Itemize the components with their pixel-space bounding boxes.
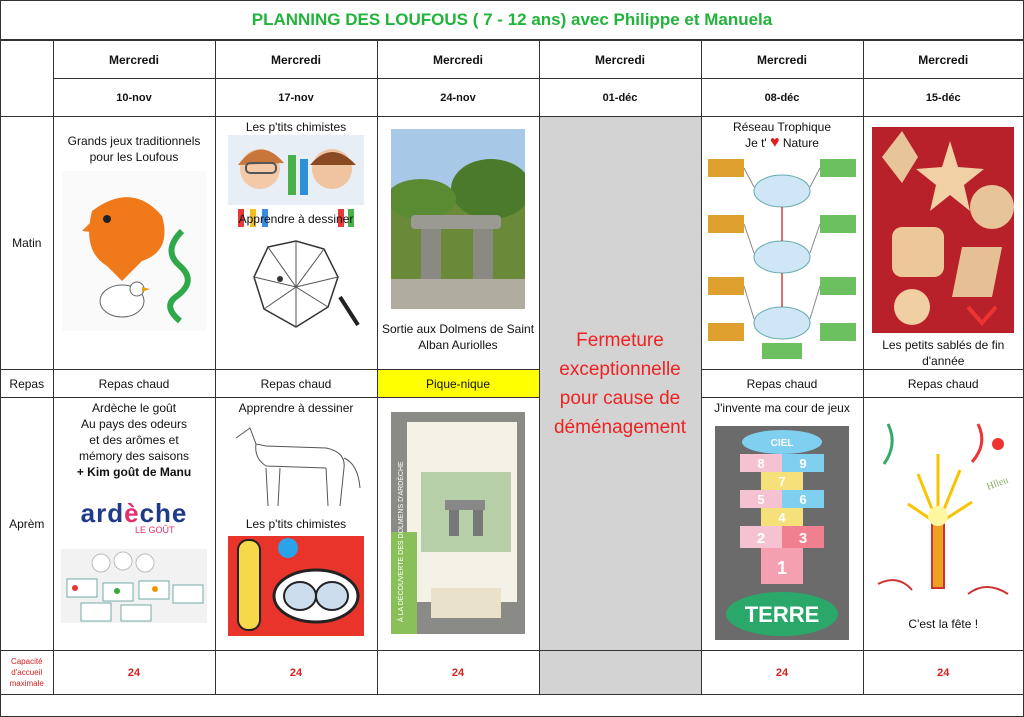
schedule-table [1,40,1023,695]
activity-text: Sortie aux Dolmens de Saint Alban Auriolles [381,322,535,352]
day-header: Mercredi [539,41,701,79]
activity-text-bold: + Kim goût de Manu [76,465,192,479]
heart-icon: ♥ [770,134,780,151]
matin-cell-10nov [53,117,215,370]
hop-label: 1 [776,558,788,578]
activity-text: Apprendre à dessiner [238,212,354,226]
memory-game-photo [61,549,207,623]
logo-part: ard [80,498,125,528]
food-web-diagram [708,157,856,361]
closed-notice: Fermeture exceptionnelle pour cause de déménagement [553,329,687,438]
repas-cell: Repas chaud [863,370,1023,398]
capacity-value: 24 [53,651,215,695]
activity-text: Les petits sablés de fin d'année [882,338,1005,368]
hop-label: TERRE [744,602,820,627]
repas-cell: Repas chaud [215,370,377,398]
svg-text:Hlleu: Hlleu [985,474,1011,493]
capacity-value: 24 [215,651,377,695]
matin-cell-24nov [377,117,539,370]
hop-label: 6 [799,492,807,507]
cookies-photo [872,127,1014,333]
activity-text: et des arômes et [89,433,179,447]
day-header: Mercredi [701,41,863,79]
activity-text: C'est la fête ! [908,617,979,631]
date-header: 24-nov [377,79,539,117]
logo-subtitle: LE GOÛT [134,525,175,535]
capacity-value: 24 [701,651,863,695]
activity-text: Ardèche le goût [91,401,177,415]
row-label-aprem: Aprèm [1,398,53,651]
page-title: PLANNING DES LOUFOUS ( 7 - 12 ans) avec Philippe et Manuela [1,1,1023,40]
date-header: 08-déc [701,79,863,117]
aprem-cell-24nov [377,398,539,651]
day-header: Mercredi [53,41,215,79]
activity-text: Grands jeux traditionnels pour les Loufous [67,134,201,164]
hop-label: 2 [756,530,766,547]
closed-cell [539,117,701,651]
day-header: Mercredi [377,41,539,79]
capacity-value: 24 [377,651,539,695]
aprem-cell-10nov [53,398,215,651]
activity-text: Nature [782,136,819,150]
repas-row [1,370,1023,398]
hop-label: CIEL [770,438,794,449]
matin-cell-15dec [863,117,1023,370]
row-label-repas: Repas [1,370,53,398]
fox-hen-snake-illustration [62,171,206,331]
hop-label: 4 [778,510,786,525]
hopscotch-photo [715,426,849,640]
aprem-row [1,398,1023,651]
repas-cell: Repas chaud [701,370,863,398]
dolmen-photo [391,129,525,309]
party-illustration [868,404,1018,610]
row-label-matin: Matin [1,117,53,370]
activity-text-line [702,135,863,151]
hop-label: 7 [778,474,786,489]
row-label-capacity [1,651,53,695]
activity-text: Réseau Trophique [732,120,832,134]
goggles-illustration [228,536,364,636]
date-header: 17-nov [215,79,377,117]
corner-cell [1,41,53,117]
book-title: À LA DÉCOUVERTE DES DOLMENS D'ARDÈCHE [398,461,405,622]
activity-text: mémory des saisons [78,449,190,463]
date-header: 10-nov [53,79,215,117]
capacity-label: Capacité d'accueil maximale [9,657,44,688]
aprem-cell-17nov [215,398,377,651]
date-header: 01-déc [539,79,701,117]
horse-drawing [226,418,366,510]
logo-part: che [139,498,188,528]
capacity-closed [539,651,701,695]
logo-part-accent: è [124,498,140,528]
date-header: 15-déc [863,79,1023,117]
activity-text: Au pays des odeurs [80,417,188,431]
date-header-row [1,79,1023,117]
matin-cell-17nov [215,117,377,370]
aprem-cell-08dec [701,398,863,651]
capacity-row [1,651,1023,695]
hop-label: 9 [799,456,807,471]
hop-label: 3 [798,530,808,547]
activity-text: J'invente ma cour de jeux [714,401,850,415]
activity-text: Les p'tits chimistes [245,120,347,134]
activity-text: Je t' [745,136,767,150]
aprem-cell-15dec [863,398,1023,651]
lion-drawing [228,237,364,331]
capacity-value: 24 [863,651,1023,695]
day-header-row [1,41,1023,79]
dolmens-book-cover [391,412,525,634]
hop-label: 5 [757,492,765,507]
matin-row [1,117,1023,370]
day-header: Mercredi [863,41,1023,79]
matin-cell-08dec [701,117,863,370]
day-header: Mercredi [215,41,377,79]
hop-label: 8 [757,456,765,471]
activity-text: Apprendre à dessiner [238,401,354,415]
activity-text: Les p'tits chimistes [245,517,347,531]
repas-cell: Repas chaud [53,370,215,398]
repas-cell-picnic: Pique-nique [377,370,539,398]
